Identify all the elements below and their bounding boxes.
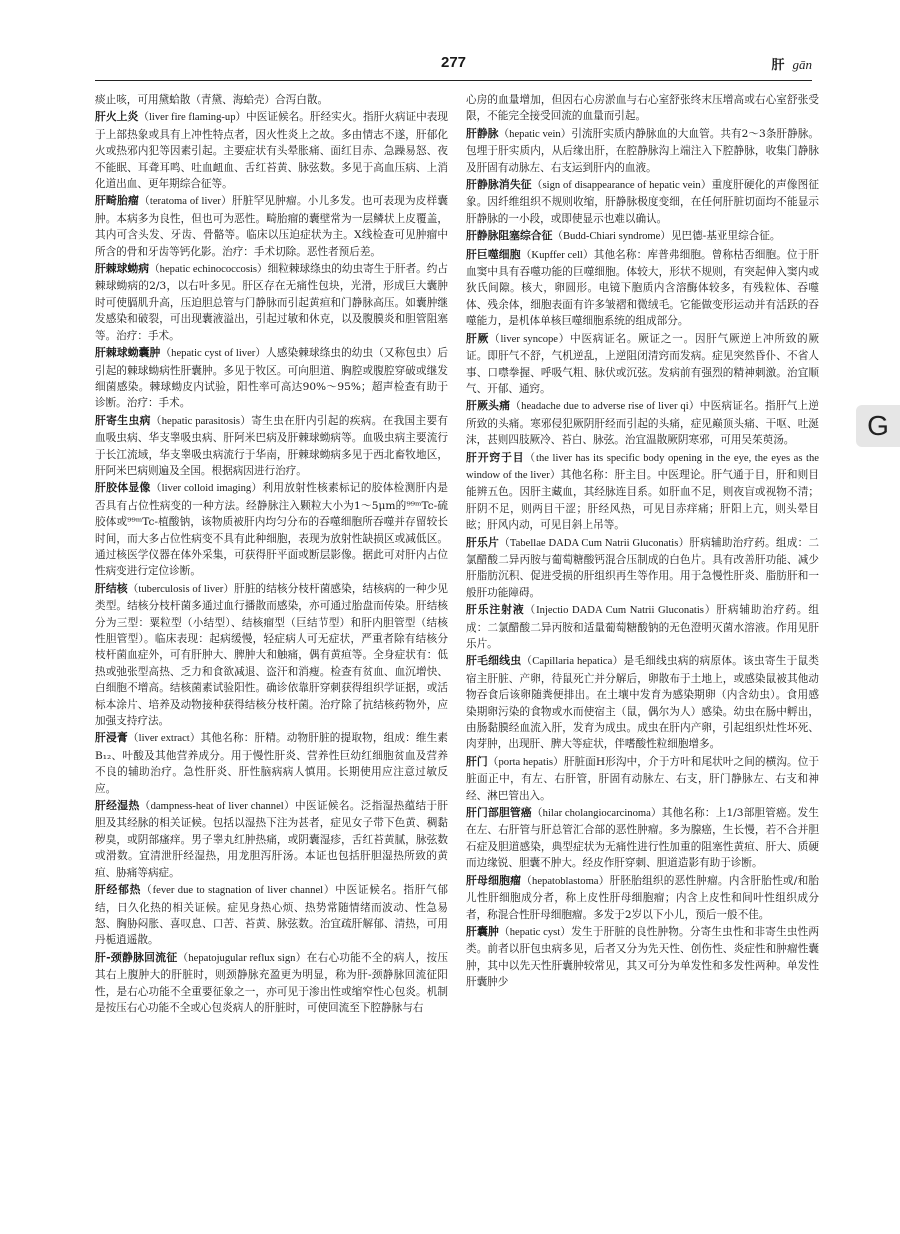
entry-term: 肝囊肿 [466, 924, 499, 938]
entry-definition: 见巴德-基亚里综合征。 [670, 230, 781, 243]
dictionary-entry [95, 193, 448, 260]
entry-term: 肝经郁热 [95, 883, 142, 897]
entry-english: （hepatic cyst of liver） [160, 348, 267, 360]
entry-definition: 中医证候名。泛指湿热蕴结于肝胆及其经脉的相关证候。包括以湿热下注为甚者，症见女子带下色黄、稠黏秽臭，或阴部瘙痒。男子睾丸红肿热痛，或阴囊湿疹，舌红苔黄腻，脉弦数或滑数。宜清泄肝经湿热，用龙胆泻肝汤。本证也包括肝胆湿热所致的黄疸、胁痛等病症。 [95, 800, 448, 879]
dictionary-entry [466, 805, 819, 872]
entry-definition: 肝脏面H形沟中，介于方叶和尾状叶之间的横沟。位于脏面正中，有左、右肝管，肝固有动脉左、右支，肝门静脉左、右支和神经、淋巴管出入。 [466, 755, 819, 802]
entry-term: 肝胶体显像 [95, 481, 151, 495]
dictionary-entry [95, 882, 448, 949]
entry-term: 肝畸胎瘤 [95, 194, 140, 208]
entry-definition: 肝病辅助治疗药。组成：二氯醋酸二异丙胺和适量葡萄糖酸钠的无色澄明灭菌水溶液。作用见肝乐片。 [466, 604, 819, 650]
dictionary-entry [466, 177, 819, 227]
page-header [95, 52, 812, 81]
entry-term: 肝经湿热 [95, 799, 140, 813]
running-head-char: 肝 [771, 58, 785, 73]
dictionary-entry [466, 873, 819, 923]
entry-definition: 中医病证名。厥证之一。因肝气厥逆上冲所致的厥证。即肝气不舒，气机逆乱，上逆阻闭清窍而发病。症见突然昏仆、不省人事、口噤拳握、呼吸气粗、脉伏或沉弦。发病前有强烈的精神刺激。治宜顺气、开郁、通窍。 [466, 332, 819, 395]
left-column [95, 92, 448, 1222]
entry-term: 肝厥头痛 [466, 399, 511, 413]
dictionary-entry [95, 345, 448, 412]
entry-definition: 其他名称：库普弗细胞。曾称枯否细胞。位于肝血窦中具有吞噬功能的巨噬细胞。体较大，形状不规则，有突起伸入窦内或狄氏间隙。核大，卵圆形。电镜下胞质内含溶酶体较多，有残粒体、吞噬体、残余体，细胞表面有许多皱褶和微绒毛。它能做变形运动并有活跃的吞噬能力，是机体单核巨噬细胞系统的组成部分。 [466, 248, 819, 328]
dictionary-entry [95, 730, 448, 797]
entry-english: （porta hepatis） [487, 756, 564, 768]
dictionary-entry [466, 247, 819, 330]
dictionary-entry [95, 798, 448, 881]
entry-english: （liver fire flaming-up） [138, 112, 247, 124]
dictionary-entry [466, 92, 819, 125]
entry-term: 肝门 [466, 754, 488, 768]
running-head-pinyin: gān [792, 57, 812, 72]
entry-definition: 中医证候名。肝经实火。指肝火病证中表现于上部热象或具有上冲性特点者，因火性炎上之故。多由情志不遂，肝郁化火或热邪内犯等因素引起。主要症状有头晕胀痛、面红目赤、急躁易怒、夜不能眠、耳聋耳鸣、吐血衄血、舌红苔黄、脉弦数。多见于高血压病、上消化道出血、更年期综合征等。 [95, 111, 448, 191]
right-column [466, 92, 819, 1222]
dictionary-entry [95, 950, 448, 1017]
entry-english: （liver colloid imaging） [150, 483, 263, 495]
entry-definition: 人感染棘球绦虫的幼虫（又称包虫）后引起的棘球蚴病性肝囊肿。多见于牧区。可向胆道、胸腔或腹腔穿破或继发细菌感染。棘球蚴皮内试验，阳性率可高达90%～95%；超声检查有助于诊断。治疗：手术。 [95, 347, 448, 410]
entry-definition: 中医证候名。指肝气郁结，日久化热的相关证候。症见身热心烦、热势常随情绪而波动、性急易怒、胸胁闷胀、喜叹息、口苦、苔黄、脉弦数。治宜疏肝解郁、清热，可用丹栀逍遥散。 [95, 884, 448, 947]
entry-english: （hilar cholangiocarcinoma） [531, 808, 662, 820]
dictionary-entry [466, 535, 819, 602]
entry-term: 肝乐片 [466, 535, 500, 549]
entry-english: （hepatic parasitosis） [150, 415, 252, 427]
entry-definition: 发生于肝脏的良性肿物。分寄生虫性和非寄生虫性两类。前者以肝包虫病多见，后者又分为先天性、创伤性、炎症性和肿瘤性囊肿，其中以先天性肝囊肿较常见，其又可分为单发性和多发性两种。单发性肝囊肿少 [466, 925, 819, 989]
dictionary-entry [466, 126, 819, 176]
entry-definition: 心房的血量增加，但因右心房淤血与右心室舒张终末压增高或右心室舒张受限，不能完全接受回流的血量而引起。 [466, 94, 819, 123]
entry-term: 肝浸膏 [95, 731, 128, 745]
running-head [771, 54, 812, 73]
entry-english: （hepatoblastoma） [521, 875, 610, 887]
entry-definition: 重度肝硬化的声像图征象。因纤维组织不规则收缩，肝静脉极度变细，在任何肝脏切面均不能显示肝静脉的一小段，或即使显示也难以确认。 [466, 179, 819, 225]
dictionary-entry [95, 261, 448, 344]
entry-english: （liver extract） [127, 733, 201, 745]
dictionary-entry [466, 924, 819, 991]
entry-definition: 利用放射性核素标记的胶体检测肝内是否具有占位性病变的一种方法。经静脉注入颗粒大小为1～5μm的⁹⁹ᵐTc-硫胶体或⁹⁹ᵐTc-植酸钠，该物质被肝内均匀分布的吞噬细胞所吞噬并存留较长时间，而大多占位性病变不具有此种细胞，表现为放射性缺损区或减低区。通过核医学仪器在体外采集，可获得肝平面或断层影像。据此可对肝内占位性病变进行定位诊断。 [95, 482, 448, 578]
entry-term: 肝母细胞瘤 [466, 873, 522, 887]
dictionary-entry [466, 602, 819, 652]
entry-definition: 其他名称：肝主目。中医理论。肝气通于目，肝和则目能辨五色。因肝主藏血，其经脉连目系。如肝血不足，则夜盲或视物不清；肝阴不足，则两目干涩；肝经风热，可见目赤痒痛；肝阳上亢，则头晕目眩；肝风内动，可见目斜上吊等。 [466, 468, 819, 532]
entry-english: （fever due to stagnation of liver channel） [141, 885, 336, 897]
entry-english: （headache due to adverse rise of liver qi） [510, 401, 700, 413]
entry-definition: 其他名称：上1/3部胆管癌。发生在左、右肝管与肝总管汇合部的恶性肿瘤。多为腺癌，生长慢，若不合并胆石症及胆道感染，典型症状为无痛性进行性加重的阻塞性黄疸、肝大、质硬而边缘锐、胆囊不肿大。经皮作肝穿刺、胆道造影有助于诊断。 [466, 807, 819, 870]
entry-term: 肝乐注射液 [466, 603, 525, 617]
entry-english: （hepatic vein） [498, 128, 572, 140]
entry-english: （liver syncope） [489, 333, 571, 345]
dictionary-entry [466, 653, 819, 752]
dictionary-entry [95, 109, 448, 192]
entry-term: 肝毛细线虫 [466, 654, 522, 668]
entry-definition: 肝胚胎组织的恶性肿瘤。内含肝胎性或/和胎儿性肝细胞成分者，称上皮性肝母细胞瘤；内含上皮性和间叶性组织成分者，称混合性肝母细胞瘤。多发于2岁以下小儿，预后一般不佳。 [466, 874, 819, 921]
entry-english: （Capillaria hepatica） [521, 656, 624, 668]
entry-term: 肝-颈静脉回流征 [95, 950, 178, 964]
entry-term: 肝静脉阻塞综合征 [466, 229, 553, 243]
entry-definition: 引流肝实质内静脉血的大血管。共有2～3条肝静脉。包埋于肝实质内，从后缘出肝，在腔静脉沟上端注入下腔静脉，收集门静脉及肝固有动脉左、右支运到肝内的血液。 [466, 127, 819, 174]
dictionary-entry [95, 92, 448, 108]
entry-term: 肝棘球蚴病 [95, 262, 150, 276]
entry-term: 肝静脉消失征 [466, 178, 532, 192]
entry-definition: 痰止咳，可用黛蛤散（青黛、海蛤壳）合泻白散。 [95, 94, 329, 106]
entry-english: （Budd-Chiari syndrome） [552, 231, 671, 243]
entry-english: （the liver has its specific body opening in the eye, the eyes as the window of the liver） [466, 452, 819, 481]
entry-definition: 在右心功能不全的病人，按压其右上腹肿大的肝脏时，则颈静脉充盈更为明显，称为肝-颈静脉回流征阳性，是右心功能不全重要征象之一，亦可见于渗出性或缩窄性心包炎。机制是按压右心功能不全或心包炎病人的肝脏时，可使回流至下腔静脉与右 [95, 951, 448, 1014]
entry-english: （dampness-heat of liver channel） [139, 801, 296, 813]
section-thumb-tab: G [856, 405, 900, 447]
entry-definition: 细粒棘球绦虫的幼虫寄生于肝者。约占棘球蚴病的2/3，以右叶多见。肝区存在无痛性包块，光滑，形成巨大囊肿时可使膈肌升高，压迫胆总管与门静脉而引起黄疸和门静脉高压。如囊肿继发感染和破裂，可出现囊液溢出，引起过敏和休克，以及腹膜炎和胆管阻塞等。治疗：手术。 [95, 263, 448, 342]
entry-term: 肝巨噬细胞 [466, 247, 521, 261]
entry-term: 肝棘球蚴囊肿 [95, 346, 161, 360]
entry-english: （hepatic echinococcosis） [149, 264, 268, 276]
entry-english: （hepatic cyst） [498, 926, 572, 938]
entry-definition: 中医病证名。指肝气上逆所致的头痛。寒邪侵犯厥阴肝经而引起的头痛，症见巅顶头痛、干呕、吐涎沫，甚则四肢厥冷、苔白、脉弦。治宜温散厥阴寒邪，可用吴茱萸汤。 [466, 400, 819, 447]
dictionary-entry [95, 413, 448, 480]
dictionary-entry [466, 754, 819, 804]
entry-definition: 肝脏罕见肿瘤。小儿多发。也可表现为皮样囊肿。本病多为良性，但也可为恶性。畸胎瘤的囊壁常为一层鳞状上皮覆盖，其内可含头发、牙齿、骨骼等。临床以压迫症状为主。X线检查可见肿瘤中所含的骨和牙齿等钙化影。治疗：手术切除。恶性者预后差。 [95, 195, 448, 258]
dictionary-entry [466, 331, 819, 398]
entry-term: 肝门部胆管癌 [466, 806, 532, 820]
entry-term: 肝静脉 [466, 126, 499, 140]
entry-term: 肝结核 [95, 581, 128, 595]
entry-english: （Tabellae DADA Cum Natrii Gluconatis） [499, 537, 690, 549]
entry-term: 肝开窍于目 [466, 450, 525, 464]
entry-definition: 其他名称：肝精。动物肝脏的提取物，组成：维生素B₁₂、叶酸及其他营养成分。用于慢性肝炎、营养性巨幼红细胞贫血及营养不良的辅助治疗。急性肝炎、肝性脑病病人慎用。长期使用应注意过敏反应。 [95, 732, 448, 795]
entry-definition: 寄生虫在肝内引起的疾病。在我国主要有血吸虫病、华支睾吸虫病、肝阿米巴病及肝棘球蚴病等。血吸虫病主要流行于长江流域，华支睾吸虫病流行于华南，肝棘球蚴病多见于西北畜牧地区，肝阿米巴病则遍及全国。根据病因进行治疗。 [95, 414, 448, 477]
entry-term: 肝火上炎 [95, 110, 139, 124]
dictionary-entry [95, 581, 448, 730]
dictionary-entry [466, 228, 819, 245]
dictionary-entry [466, 398, 819, 448]
dictionary-entry [95, 480, 448, 579]
entry-definition: 是毛细线虫病的病原体。该虫寄生于鼠类宿主肝脏、产卵，待鼠死亡并分解后，卵散布于土地上，或感染鼠被其他动物吞食后该卵随粪便排出。在土壤中发育为感染期卵（内含幼虫）。食用感染期卵污染的食物或水而使宿主（鼠，偶尔为人）感染。幼虫在肠中孵出，由肠黏膜经血流入肝，发育为成虫。成虫在肝内产卵，引起组织灶性坏死、肉芽肿，出现肝、脾大等症状，伴嗜酸性粒细胞增多。 [466, 655, 819, 751]
dictionary-entry [466, 450, 819, 534]
entry-english: （hepatojugular reflux sign） [177, 952, 307, 964]
entry-english: （tuberculosis of liver） [127, 583, 235, 595]
entry-definition: 肝脏的结核分枝杆菌感染，结核病的一种少见类型。结核分枝杆菌多通过血行播散而感染，亦可通过胎盘而传染。肝结核分为三型：粟粒型（小结型）、结核瘤型（巨结节型）和肝内胆管型（结核性胆管型）。临床表现：起病缓慢，轻症病人可无症状，严重者除有结核分枝杆菌血症外，可有肝肿大、脾肿大和触痛，偶有黄疸等。全身症状有：低热或弛张型高热、乏力和食欲减退、盗汗和消瘦。检查有贫血、血沉增快、白细胞不增高。结核菌素试验阳性。确诊依靠肝穿刺获得组织学证据，或活标本涂片、培养及动物接种获得结核分枝杆菌。治疗除了抗结核药物外，应加强支持疗法。 [95, 582, 448, 728]
entry-term: 肝寄生虫病 [95, 413, 151, 427]
entry-definition: 肝病辅助治疗药。组成：二氯醋酸二异丙胺与葡萄糖酸钙混合压制成的白色片。具有改善肝功能、减少肝脂肪沉积、促进受损的肝组织再生等作用。用于急慢性肝炎、脂肪肝和一般肝功能障碍。 [466, 536, 819, 599]
entry-english: （sign of disappearance of hepatic vein） [531, 180, 712, 192]
page-number: 277 [440, 54, 467, 71]
entry-english: （Injectio DADA Cum Natrii Gluconatis） [524, 605, 717, 617]
entry-term: 肝厥 [466, 331, 490, 345]
entry-english: （teratoma of liver） [139, 196, 232, 208]
entry-english: （Kupffer cell） [520, 249, 594, 261]
